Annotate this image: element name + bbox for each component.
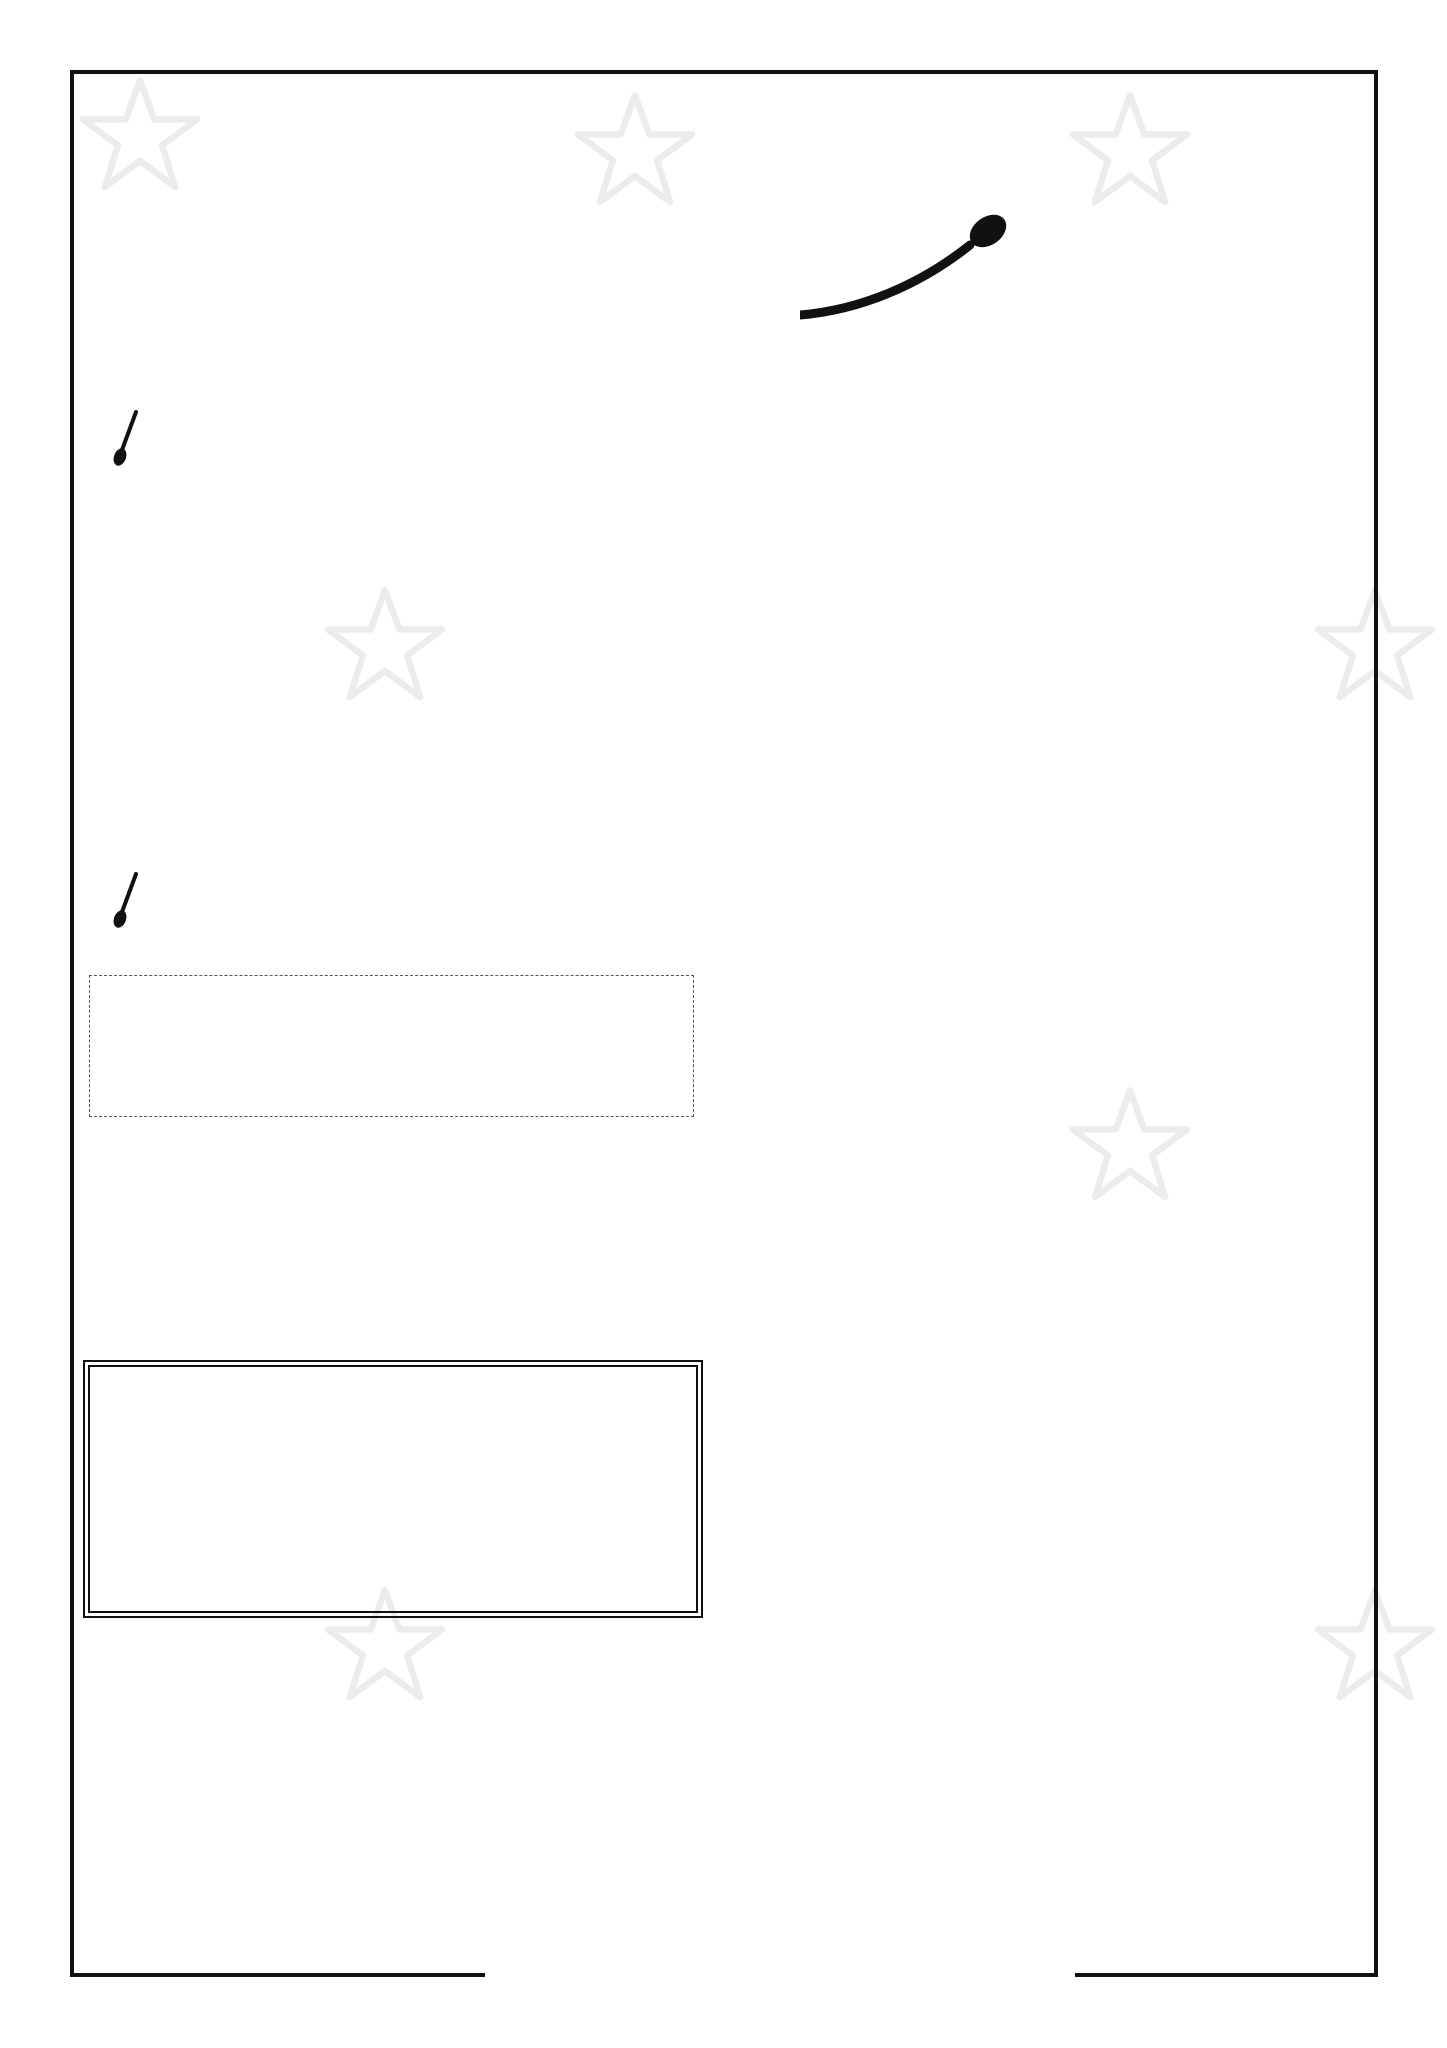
philippes-box xyxy=(83,1360,703,1618)
restaurant-logo xyxy=(440,195,1010,365)
frame-gap xyxy=(485,1969,1075,1981)
section-title-cold xyxy=(104,410,140,470)
spoon-icon xyxy=(110,410,140,470)
section-title-warm xyxy=(104,872,140,932)
logo-spoon-icon xyxy=(800,205,1015,325)
spoon-icon xyxy=(110,872,140,932)
per-guder-box xyxy=(89,975,694,1117)
